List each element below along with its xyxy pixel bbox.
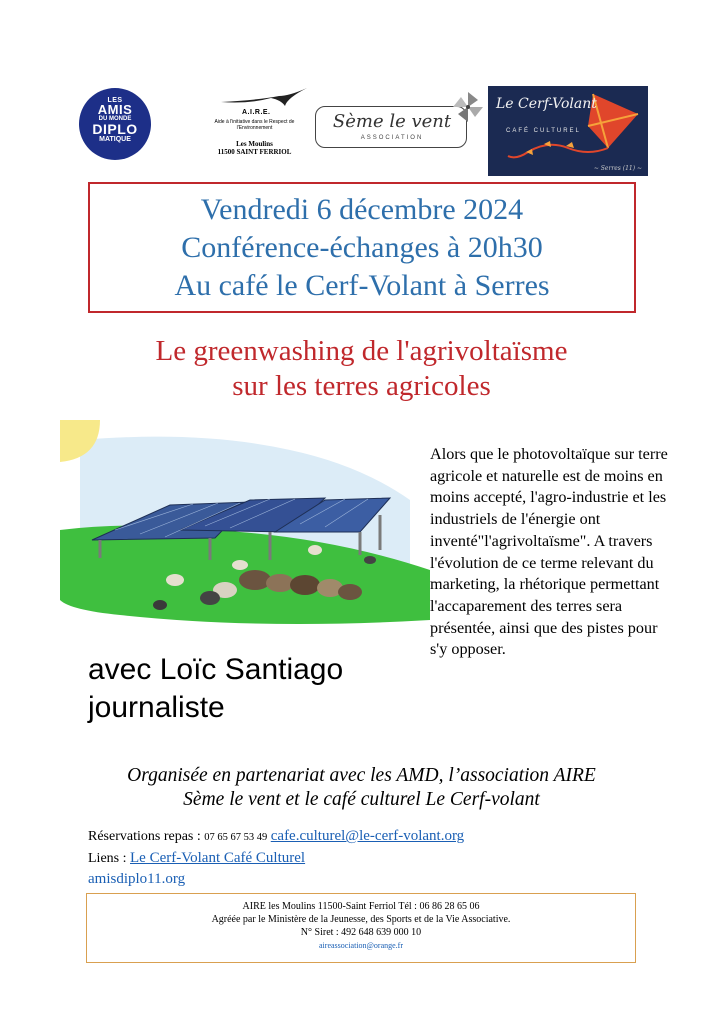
pinwheel-icon [451, 90, 485, 124]
reservations-email-link[interactable]: cafe.culturel@le-cerf-volant.org [270, 828, 465, 844]
seme-le-vent-logo [313, 90, 485, 160]
links-label: Liens : [88, 851, 130, 866]
cerf-volant-link[interactable]: Le Cerf-Volant Café Culturel [130, 850, 306, 866]
footer-address: AIRE les Moulins 11500-Saint Ferriol Tél : 06 86 28 65 06 [242, 901, 480, 912]
footer-approval: Agréée par le Ministère de la Jeunesse, des Sports et de la Vie Associative. [211, 914, 511, 925]
agrivoltaic-illustration [60, 420, 430, 630]
event-place: Au café le Cerf-Volant à Serres [174, 269, 550, 302]
info-block [88, 826, 648, 890]
event-title-line1: Le greenwashing de l'agrivoltaïsme [155, 335, 568, 367]
amd-logo-line5: MATIQUE [99, 136, 131, 143]
amd-logo-line1: LES [107, 97, 123, 104]
cerf-logo-name: Le Cerf-Volant [496, 96, 597, 112]
speaker-role: journaliste [88, 691, 225, 724]
amd-logo [79, 88, 151, 160]
bird-icon [219, 86, 309, 108]
aire-address-line2: 11500 SAINT FERRIOL [217, 148, 292, 156]
cerf-volant-logo [488, 86, 648, 176]
cerf-logo-subtitle: CAFÉ CULTUREL [506, 128, 581, 134]
amisdiplo-link[interactable]: amisdiplo11.org [88, 871, 186, 887]
partnership-line1: Organisée en partenariat avec les AMD, l’association AIRE [127, 765, 596, 786]
amd-logo-line4: DIPLO [92, 121, 138, 137]
event-description: Alors que le photovoltaïque sur terre agricole et naturelle est de moins en moins accepté, l'agro-industrie et les industriels de l'énergie ont inventé"l'agrivoltaïsme". A travers l'évolution de ce terme relevant du marketing, la rhétorique permettant l'accaparement des terres sera présentée, ainsi que des pistes pour s'y opposer. [430, 445, 668, 659]
reservations-phone: 07 65 67 53 49 [204, 832, 268, 843]
reservations-line [88, 826, 648, 848]
seme-logo-subtitle: ASSOCIATION [360, 135, 424, 141]
cerf-logo-signature: ~ Serres (11) ~ [593, 165, 642, 172]
seme-logo-name: Sème le vent [332, 111, 452, 132]
aire-logo [197, 86, 312, 172]
footer-box [86, 893, 636, 963]
partnership-note [40, 764, 683, 812]
aire-address-line1: Les Moulins [236, 140, 273, 148]
event-title-line2: sur les terres agricoles [232, 370, 491, 402]
aire-tagline: Aide à l'initiative dans le Respect de l'Environnement [214, 119, 295, 131]
seme-logo-frame [315, 106, 467, 148]
aire-address [197, 140, 312, 156]
reservations-label: Réservations repas : [88, 829, 205, 844]
event-date: Vendredi 6 décembre 2024 [200, 193, 524, 226]
event-title [60, 334, 663, 404]
event-time: Conférence-échanges à 20h30 [181, 231, 543, 264]
amd-logo-line2: AMIS [97, 102, 133, 117]
footer-siret: N° Siret : 492 648 639 000 10 [300, 927, 422, 938]
aire-acronym: A.I.R.E. [242, 109, 271, 116]
partnership-line2: Sème le vent et le café culturel Le Cerf-volant [183, 789, 540, 810]
amd-logo-line3: DU MONDE [98, 116, 132, 122]
speaker [88, 651, 418, 727]
footer-email-link[interactable]: aireassociation@orange.fr [319, 941, 403, 950]
event-date-box [88, 182, 636, 313]
links-line [88, 848, 648, 869]
speaker-name: avec Loïc Santiago [88, 653, 344, 686]
